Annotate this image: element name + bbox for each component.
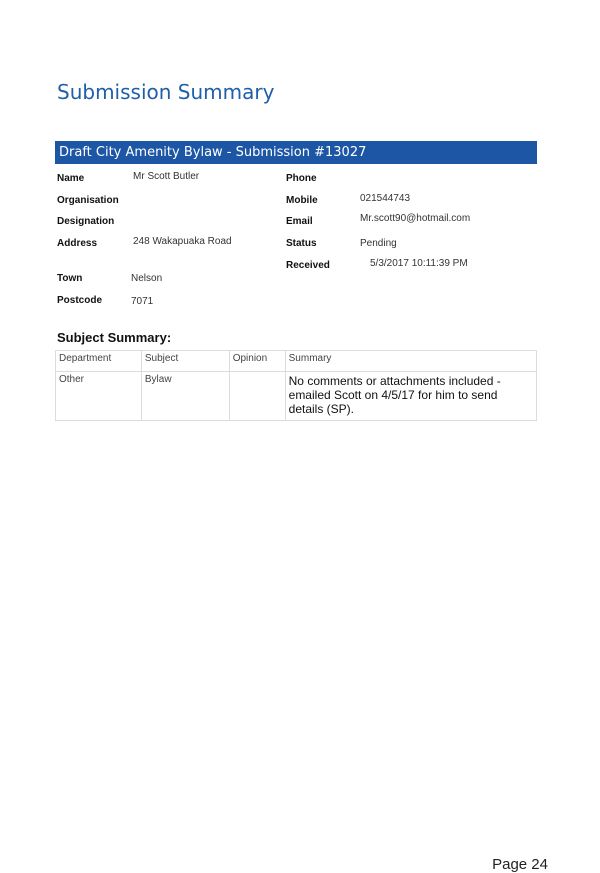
header-subject: Subject <box>141 351 229 372</box>
received-label: Received <box>286 260 330 271</box>
subject-summary-table <box>55 350 537 421</box>
submission-banner: Draft City Amenity Bylaw - Submission #13027 <box>55 141 537 164</box>
phone-label: Phone <box>286 173 317 184</box>
address-label: Address <box>57 238 98 249</box>
email-value: Mr.scott90@hotmail.com <box>360 213 471 224</box>
town-label: Town <box>57 273 83 284</box>
status-label: Status <box>286 238 317 249</box>
town-value: Nelson <box>131 273 163 284</box>
header-opinion: Opinion <box>229 351 285 372</box>
page-number: Page 24 <box>492 856 548 873</box>
mobile-label: Mobile <box>286 195 318 206</box>
email-label: Email <box>286 216 313 227</box>
name-label: Name <box>57 173 85 184</box>
organisation-label: Organisation <box>57 195 119 206</box>
page-title: Submission Summary <box>57 80 275 104</box>
postcode-label: Postcode <box>57 295 103 306</box>
name-value: Mr Scott Butler <box>133 171 200 182</box>
table-row <box>56 372 537 421</box>
designation-label: Designation <box>57 216 115 227</box>
summary-cell: No comments or attachments included - emailed Scott on 4/5/17 for him to send details (SP). <box>285 372 536 421</box>
subject-cell: Bylaw <box>141 372 229 421</box>
opinion-cell <box>229 372 285 421</box>
department-cell: Other <box>56 372 142 421</box>
header-summary: Summary <box>285 351 536 372</box>
received-value: 5/3/2017 10:11:39 PM <box>370 258 468 269</box>
postcode-value: 7071 <box>131 296 154 307</box>
mobile-value: 021544743 <box>360 193 411 204</box>
table-header-row <box>56 351 537 372</box>
subject-summary-heading: Subject Summary: <box>57 330 172 345</box>
status-value: Pending <box>360 238 397 249</box>
header-department: Department <box>56 351 142 372</box>
address-value: 248 Wakapuaka Road <box>133 236 232 247</box>
